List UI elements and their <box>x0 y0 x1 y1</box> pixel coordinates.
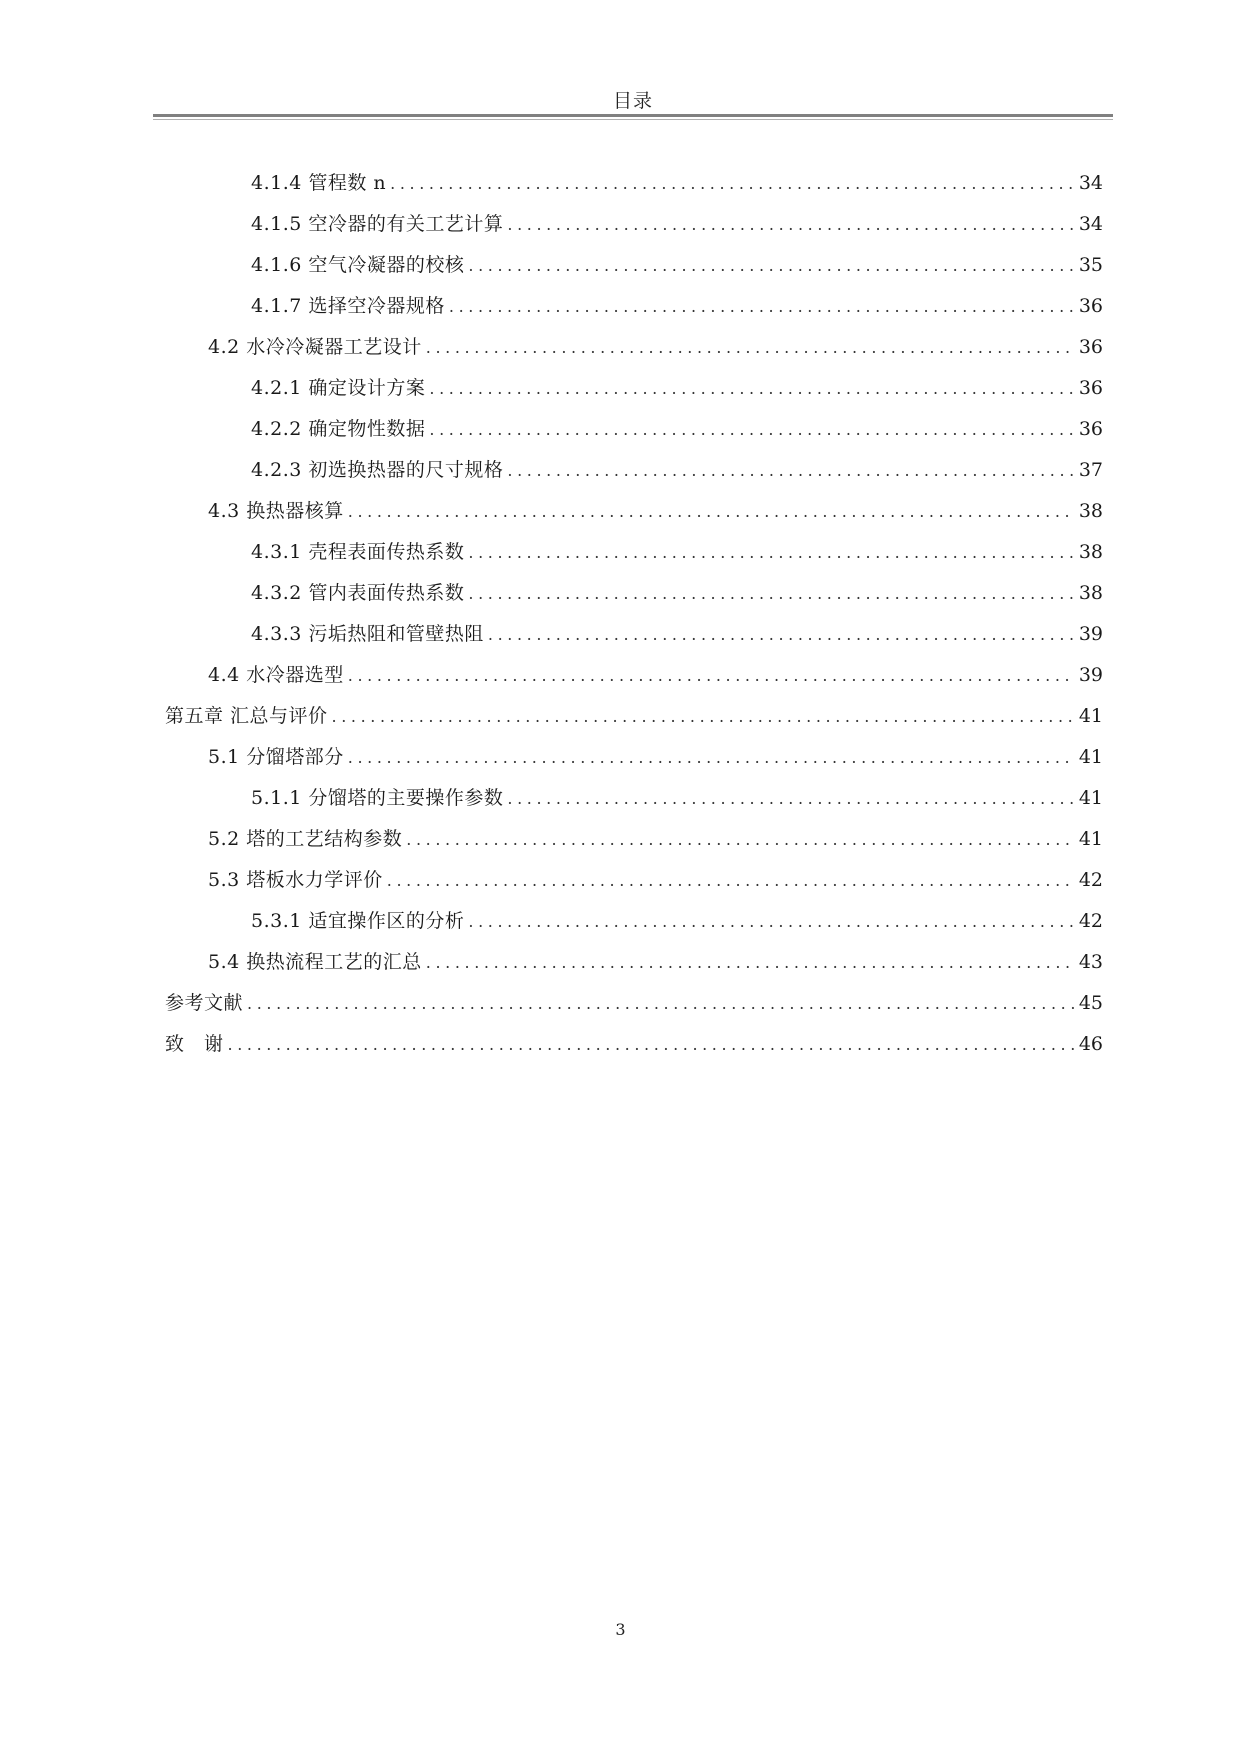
toc-entry-page: 39 <box>1078 664 1103 686</box>
toc-entry-page: 34 <box>1078 172 1103 194</box>
toc-leader-dots <box>390 174 1075 193</box>
toc-entry[interactable] <box>165 1029 1103 1059</box>
toc-entry-label: 5.1.1 分馏塔的主要操作参数 <box>251 787 504 809</box>
toc-entry-page: 36 <box>1078 295 1103 317</box>
toc-entry-page: 41 <box>1078 705 1103 727</box>
toc-entry-page: 41 <box>1078 787 1103 809</box>
toc-leader-dots <box>247 994 1075 1013</box>
header-rule-thin <box>153 119 1113 120</box>
toc-entry-label: 5.4 换热流程工艺的汇总 <box>208 951 422 973</box>
toc-entry-page: 41 <box>1078 746 1103 768</box>
toc-entry-label: 4.3.1 壳程表面传热系数 <box>251 541 465 563</box>
toc-entry-label: 4.1.5 空冷器的有关工艺计算 <box>251 213 504 235</box>
toc-entry-page: 42 <box>1078 869 1103 891</box>
toc-entry[interactable] <box>208 332 1103 362</box>
toc-entry-label: 4.2.3 初选换热器的尺寸规格 <box>251 459 504 481</box>
toc-entry[interactable] <box>251 373 1103 403</box>
toc-leader-dots <box>228 1035 1075 1054</box>
toc-entry-label: 4.4 水冷器选型 <box>208 664 344 686</box>
toc-entry-label: 第五章 汇总与评价 <box>165 705 328 727</box>
toc-entry[interactable] <box>165 988 1103 1018</box>
toc-entry[interactable] <box>208 660 1103 690</box>
toc-leader-dots <box>348 748 1075 767</box>
toc-entry-label: 5.2 塔的工艺结构参数 <box>208 828 403 850</box>
toc-entry-page: 45 <box>1078 992 1103 1014</box>
toc-leader-dots <box>426 338 1075 357</box>
toc-entry-label: 4.1.4 管程数 n <box>251 172 387 194</box>
header-rule <box>153 114 1113 117</box>
toc-entry-label: 4.3 换热器核算 <box>208 500 344 522</box>
toc-entry-label: 5.3.1 适宜操作区的分析 <box>251 910 465 932</box>
toc-leader-dots <box>468 584 1074 603</box>
toc-leader-dots <box>468 912 1074 931</box>
toc-entry[interactable] <box>251 783 1103 813</box>
toc-leader-dots <box>507 215 1074 234</box>
toc-entry-page: 36 <box>1078 336 1103 358</box>
toc-leader-dots <box>449 297 1075 316</box>
toc-entry-label: 参考文献 <box>165 992 244 1014</box>
toc-leader-dots <box>468 543 1074 562</box>
toc-entry-label: 5.3 塔板水力学评价 <box>208 869 383 891</box>
toc-entry[interactable] <box>251 455 1103 485</box>
toc-entry[interactable] <box>208 947 1103 977</box>
toc-entry-page: 37 <box>1078 459 1103 481</box>
toc-entry[interactable] <box>208 496 1103 526</box>
toc-leader-dots <box>406 830 1075 849</box>
toc-entry[interactable] <box>251 414 1103 444</box>
toc-entry[interactable] <box>251 209 1103 239</box>
toc-entry[interactable] <box>208 865 1103 895</box>
toc-leader-dots <box>468 256 1074 275</box>
toc-entry-label: 4.3.2 管内表面传热系数 <box>251 582 465 604</box>
toc-leader-dots <box>348 502 1075 521</box>
toc-leader-dots <box>387 871 1075 890</box>
toc-entry[interactable] <box>251 291 1103 321</box>
toc-leader-dots <box>507 461 1074 480</box>
toc-entry-label: 4.2.2 确定物性数据 <box>251 418 426 440</box>
toc-leader-dots <box>429 379 1074 398</box>
toc-entry[interactable] <box>165 701 1103 731</box>
toc-entry-page: 43 <box>1078 951 1103 973</box>
toc-entry-page: 35 <box>1078 254 1103 276</box>
toc-entry[interactable] <box>251 906 1103 936</box>
toc-entry-label: 4.3.3 污垢热阻和管壁热阻 <box>251 623 484 645</box>
toc-entry[interactable] <box>208 824 1103 854</box>
toc-entry[interactable] <box>208 742 1103 772</box>
toc-entry[interactable] <box>251 537 1103 567</box>
toc-entry[interactable] <box>251 250 1103 280</box>
toc-entry-page: 46 <box>1078 1033 1103 1055</box>
toc-entry-label: 致 谢 <box>165 1033 224 1055</box>
toc-leader-dots <box>348 666 1075 685</box>
toc-entry-page: 38 <box>1078 582 1103 604</box>
toc-entry-page: 36 <box>1078 377 1103 399</box>
toc-entry-page: 36 <box>1078 418 1103 440</box>
toc-leader-dots <box>488 625 1075 644</box>
toc-entry-page: 38 <box>1078 541 1103 563</box>
toc-entry-label: 4.2 水冷冷凝器工艺设计 <box>208 336 422 358</box>
page-number: 3 <box>615 1620 626 1639</box>
toc-leader-dots <box>426 953 1075 972</box>
toc-leader-dots <box>429 420 1074 439</box>
toc-entry-label: 4.1.7 选择空冷器规格 <box>251 295 445 317</box>
toc-entry-label: 4.2.1 确定设计方案 <box>251 377 426 399</box>
page-header-title: 目录 <box>612 90 653 112</box>
toc-leader-dots <box>332 707 1075 726</box>
toc-entry-page: 38 <box>1078 500 1103 522</box>
toc-entry-page: 39 <box>1078 623 1103 645</box>
toc-entry-page: 41 <box>1078 828 1103 850</box>
toc-entry-page: 42 <box>1078 910 1103 932</box>
toc-entry-label: 4.1.6 空气冷凝器的校核 <box>251 254 465 276</box>
toc-entry-label: 5.1 分馏塔部分 <box>208 746 344 768</box>
toc-entry[interactable] <box>251 578 1103 608</box>
toc-entry[interactable] <box>251 619 1103 649</box>
toc-entry[interactable] <box>251 168 1103 198</box>
toc-leader-dots <box>507 789 1074 808</box>
toc-entry-page: 34 <box>1078 213 1103 235</box>
